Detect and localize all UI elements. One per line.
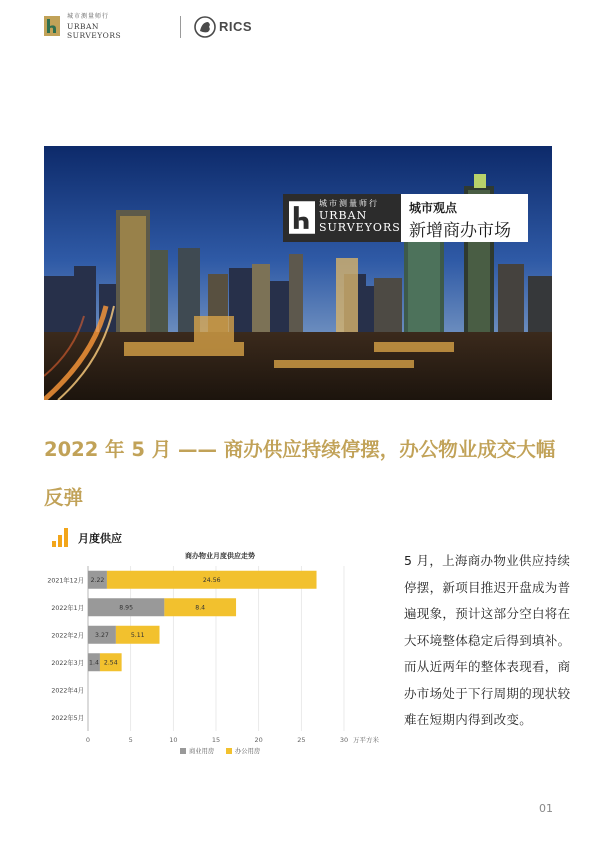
x-tick-label: 30	[339, 736, 349, 744]
category-label: 2021年12月	[47, 577, 84, 585]
report-banner	[283, 194, 528, 242]
monthly-supply-chart	[40, 546, 380, 758]
bar-chart-icon	[51, 527, 71, 547]
x-tick-label: 25	[297, 736, 306, 744]
header-logos	[44, 13, 253, 40]
series-label: 城市观点	[409, 201, 458, 215]
legend-label: 商业用房	[189, 748, 215, 755]
hero-image	[44, 146, 552, 400]
data-label: 8.4	[195, 604, 206, 612]
data-label: 24.56	[202, 577, 221, 585]
data-label: 2.22	[90, 577, 105, 585]
x-tick-label: 5	[128, 736, 133, 744]
category-label: 2022年3月	[51, 659, 84, 667]
data-label: 5.11	[130, 632, 145, 640]
banner-logo	[283, 194, 401, 242]
rics-logo-text: RICS	[219, 19, 253, 34]
data-label: 2.54	[103, 659, 118, 667]
brand-name-en-2: SURVEYORS	[67, 31, 122, 40]
category-label: 2022年2月	[51, 632, 84, 640]
banner-brand-en-1: URBAN	[319, 209, 368, 222]
category-label: 2022年5月	[51, 714, 84, 722]
chart-title: 商办物业月度供应走势	[185, 552, 255, 560]
banner-brand-cn: 城市测量师行	[319, 199, 379, 208]
legend-swatch	[226, 748, 232, 754]
rics-lion-icon	[194, 16, 216, 38]
header-divider	[180, 16, 181, 38]
category-label: 2022年4月	[51, 687, 84, 695]
x-tick-label: 0	[85, 736, 91, 744]
data-label: 8.95	[119, 604, 134, 612]
banner-brand-en-2: SURVEYORS	[319, 221, 401, 234]
page-number: 01	[539, 802, 553, 815]
city-skyline-photo	[44, 146, 552, 400]
brand-name-en-1: URBAN	[67, 22, 99, 31]
category-label: 2022年1月	[51, 604, 84, 612]
data-label: 1.4	[89, 659, 99, 667]
legend-label: 办公用房	[235, 748, 261, 755]
brand-name-cn: 城市测量师行	[67, 13, 110, 20]
brand-wordmark	[67, 14, 121, 40]
legend-swatch	[180, 748, 186, 754]
urban-surveyors-logo-icon	[44, 16, 60, 36]
report-title: 新增商办市场	[409, 221, 511, 241]
x-tick-label: 10	[169, 736, 178, 744]
x-tick-label: 20	[254, 736, 263, 744]
body-paragraph: 5 月，上海商办物业供应持续停摆，新项目推迟开盘成为普遍现象，预计这部分空白将在大环境整体稳定后得到填补。而从近两年的整体表现看，商办市场处于下行周期的现状较难在短期内得到改变。	[404, 553, 571, 727]
data-label: 3.27	[95, 632, 109, 640]
urban-surveyors-logo-icon	[289, 201, 315, 234]
section-title: 月度供应	[78, 532, 122, 545]
article-headline: 2022 年 5 月 —— 商办供应持续停摆，办公物业成交大幅反弹	[44, 438, 556, 509]
x-tick-label: 15	[211, 736, 221, 744]
banner-wordmark	[319, 198, 401, 234]
x-axis-unit: 万平方米	[353, 736, 379, 744]
